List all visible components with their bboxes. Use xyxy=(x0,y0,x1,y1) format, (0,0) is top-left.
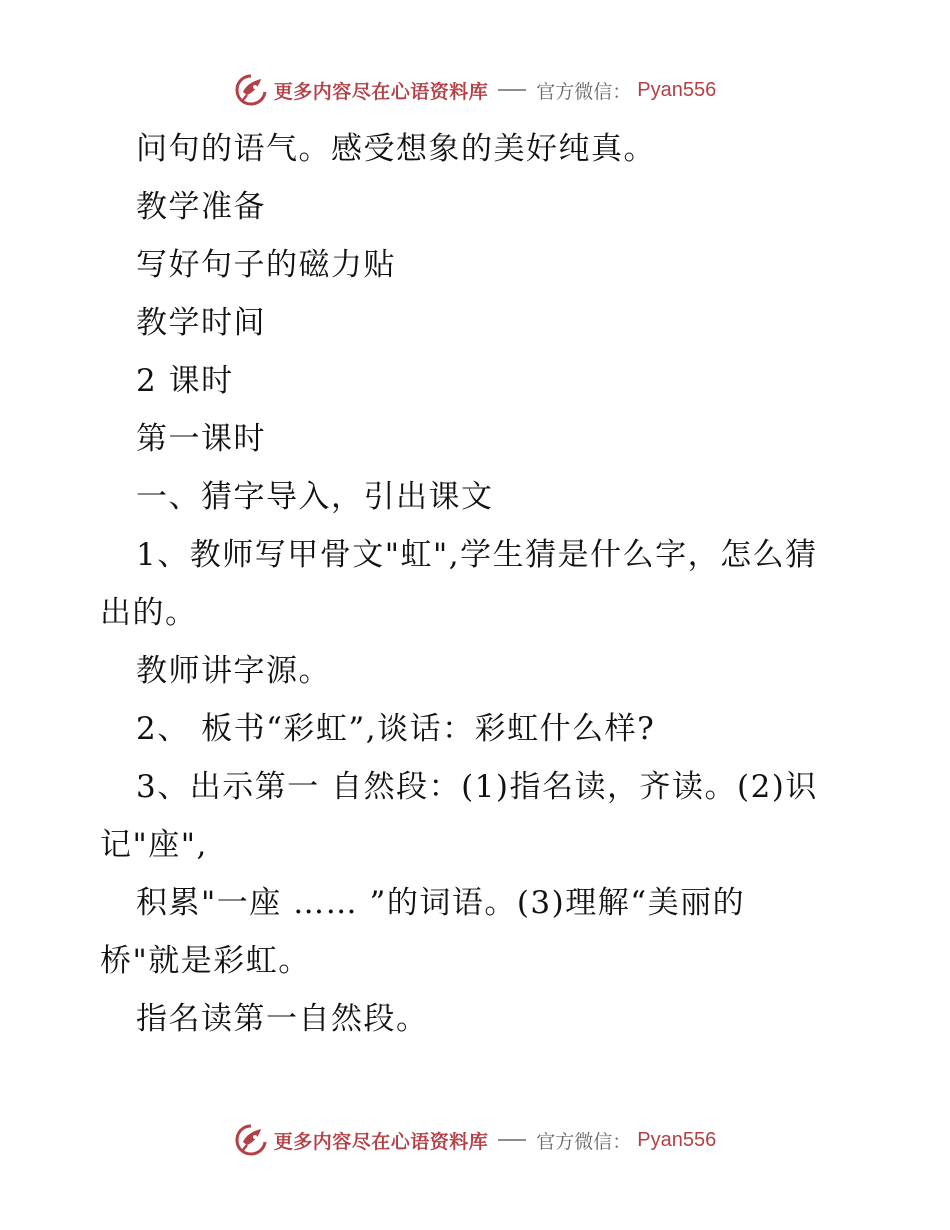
pen-swirl-logo-icon xyxy=(234,1123,268,1157)
text-line: 3、出示第一 自然段：(1)指名读，齐读。(2)识 xyxy=(136,769,818,805)
header-banner-inner xyxy=(234,73,717,107)
text-line: 教师讲字源。 xyxy=(136,653,331,689)
banner-separator xyxy=(498,89,526,91)
text-line: 问句的语气。感受想象的美好纯真。 xyxy=(136,131,656,167)
text-line: 写好句子的磁力贴 xyxy=(136,247,396,283)
document-body xyxy=(100,120,860,1048)
section-heading: 教学准备 xyxy=(136,189,266,225)
text-line: 2 课时 xyxy=(136,363,234,399)
text-line: 指名读第一自然段。 xyxy=(136,1001,429,1037)
banner-site-text: 更多内容尽在心语资料库 xyxy=(273,80,489,103)
text-line-continuation: 出的。 xyxy=(100,595,198,631)
text-line: 积累"一座 …… ”的词语。(3)理解“美丽的 xyxy=(136,885,746,921)
banner-wechat-id: Pyan556 xyxy=(637,1128,717,1151)
text-line: 1、教师写甲骨文"虹",学生猜是什么字，怎么猜 xyxy=(136,537,818,573)
text-line-continuation: 记"座", xyxy=(100,827,208,863)
banner-official-text: 官方微信： xyxy=(536,1130,632,1153)
footer-banner-inner xyxy=(234,1123,717,1157)
banner-official-text: 官方微信： xyxy=(536,80,632,103)
banner-separator xyxy=(498,1139,526,1141)
banner-wechat-id: Pyan556 xyxy=(637,78,717,101)
header-banner xyxy=(0,70,950,110)
section-heading: 第一课时 xyxy=(136,421,266,457)
section-heading: 教学时间 xyxy=(136,305,266,341)
banner-site-text: 更多内容尽在心语资料库 xyxy=(273,1130,489,1153)
section-heading: 一、猜字导入，引出课文 xyxy=(136,479,494,515)
footer-banner xyxy=(0,1120,950,1160)
text-line: 2、 板书“彩虹”,谈话：彩虹什么样? xyxy=(136,711,656,747)
pen-swirl-logo-icon xyxy=(234,73,268,107)
text-line-continuation: 桥"就是彩虹。 xyxy=(100,943,311,979)
